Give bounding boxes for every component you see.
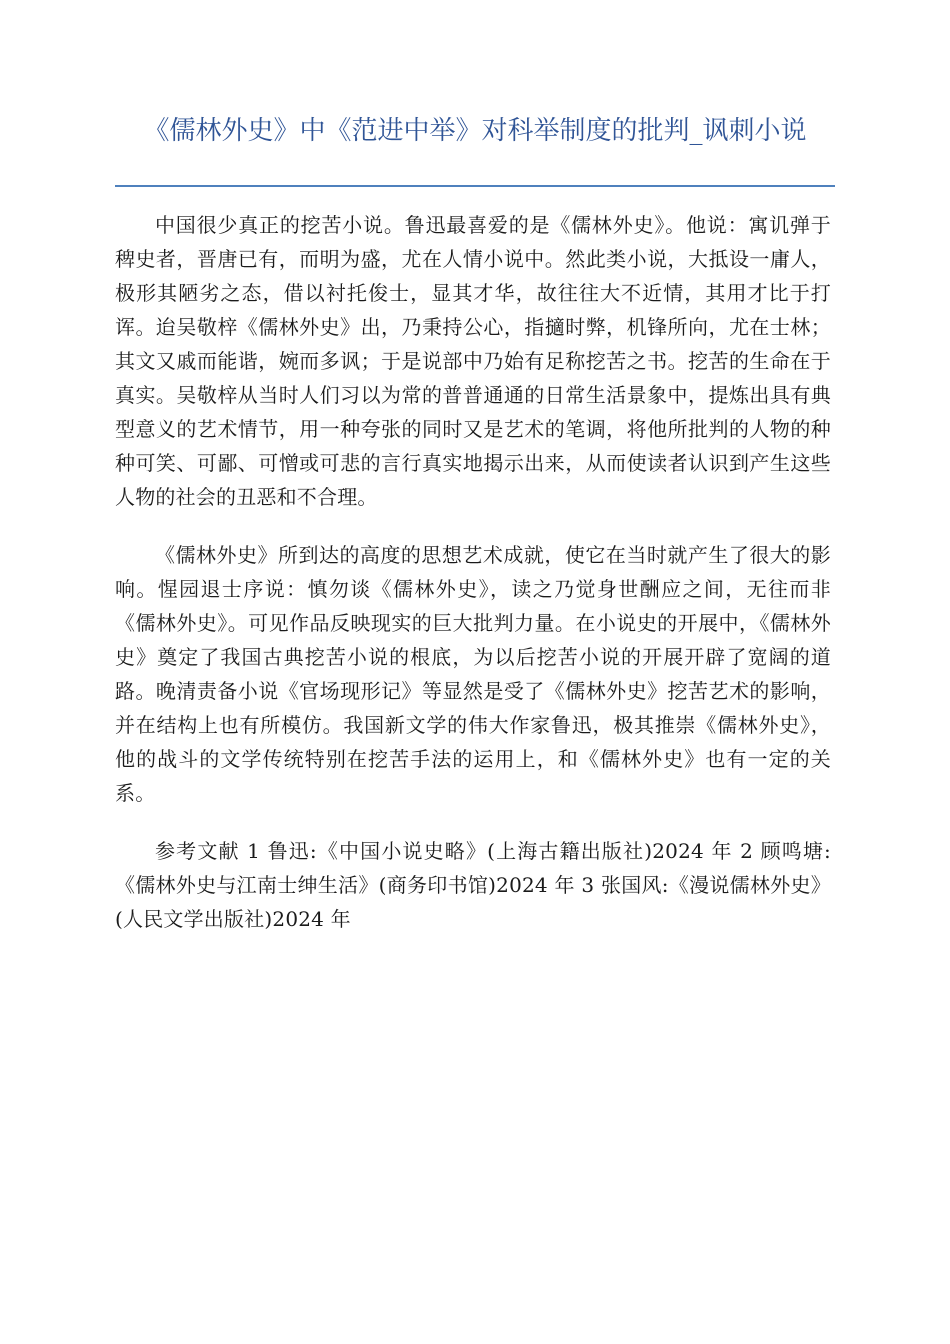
paragraph-references: 参考文献 1 鲁迅:《中国小说史略》(上海古籍出版社)2024 年 2 顾鸣塘:《儒林外史与江南士绅生活》(商务印书馆)2024 年 3 张国风:《漫说儒林外史》(人民文学出版社)2024 年 [115, 839, 831, 931]
document-body [115, 208, 831, 936]
document-title: 《儒林外史》中《范进中举》对科举制度的批判_讽刺小说 [143, 116, 807, 146]
title-underline [115, 185, 835, 187]
paragraph-intro: 中国很少真正的挖苦小说。鲁迅最喜爱的是《儒林外史》。他说：寓讥弹于稗史者，晋唐已有，而明为盛，尤在人情小说中。然此类小说，大抵设一庸人，极形其陋劣之态，借以衬托俊士，显其才华，故往往大不近情，其用才比于打诨。迨吴敬梓《儒林外史》出，乃秉持公心，指擿时弊，机锋所向，尤在士林；其文又戚而能谐，婉而多讽；于是说部中乃始有足称挖苦之书。挖苦的生命在于真实。吴敬梓从当时人们习以为常的普普通通的日常生活景象中，提炼出具有典型意义的艺术情节，用一种夸张的同时又是艺术的笔调，将他所批判的人物的种种可笑、可鄙、可憎或可悲的言行真实地揭示出来，从而使读者认识到产生这些人物的社会的丑恶和不合理。 [115, 213, 831, 509]
paragraph-influence: 《儒林外史》所到达的高度的思想艺术成就，使它在当时就产生了很大的影响。惺园退士序说：慎勿谈《儒林外史》，读之乃觉身世酬应之间，无往而非《儒林外史》。可见作品反映现实的巨大批判力量。在小说史的开展中，《儒林外史》奠定了我国古典挖苦小说的根底，为以后挖苦小说的开展开辟了宽阔的道路。晚清责备小说《官场现形记》等显然是受了《儒林外史》挖苦艺术的影响，并在结构上也有所模仿。我国新文学的伟大作家鲁迅，极其推崇《儒林外史》，他的战斗的文学传统特别在挖苦手法的运用上，和《儒林外史》也有一定的关系。 [115, 543, 831, 805]
